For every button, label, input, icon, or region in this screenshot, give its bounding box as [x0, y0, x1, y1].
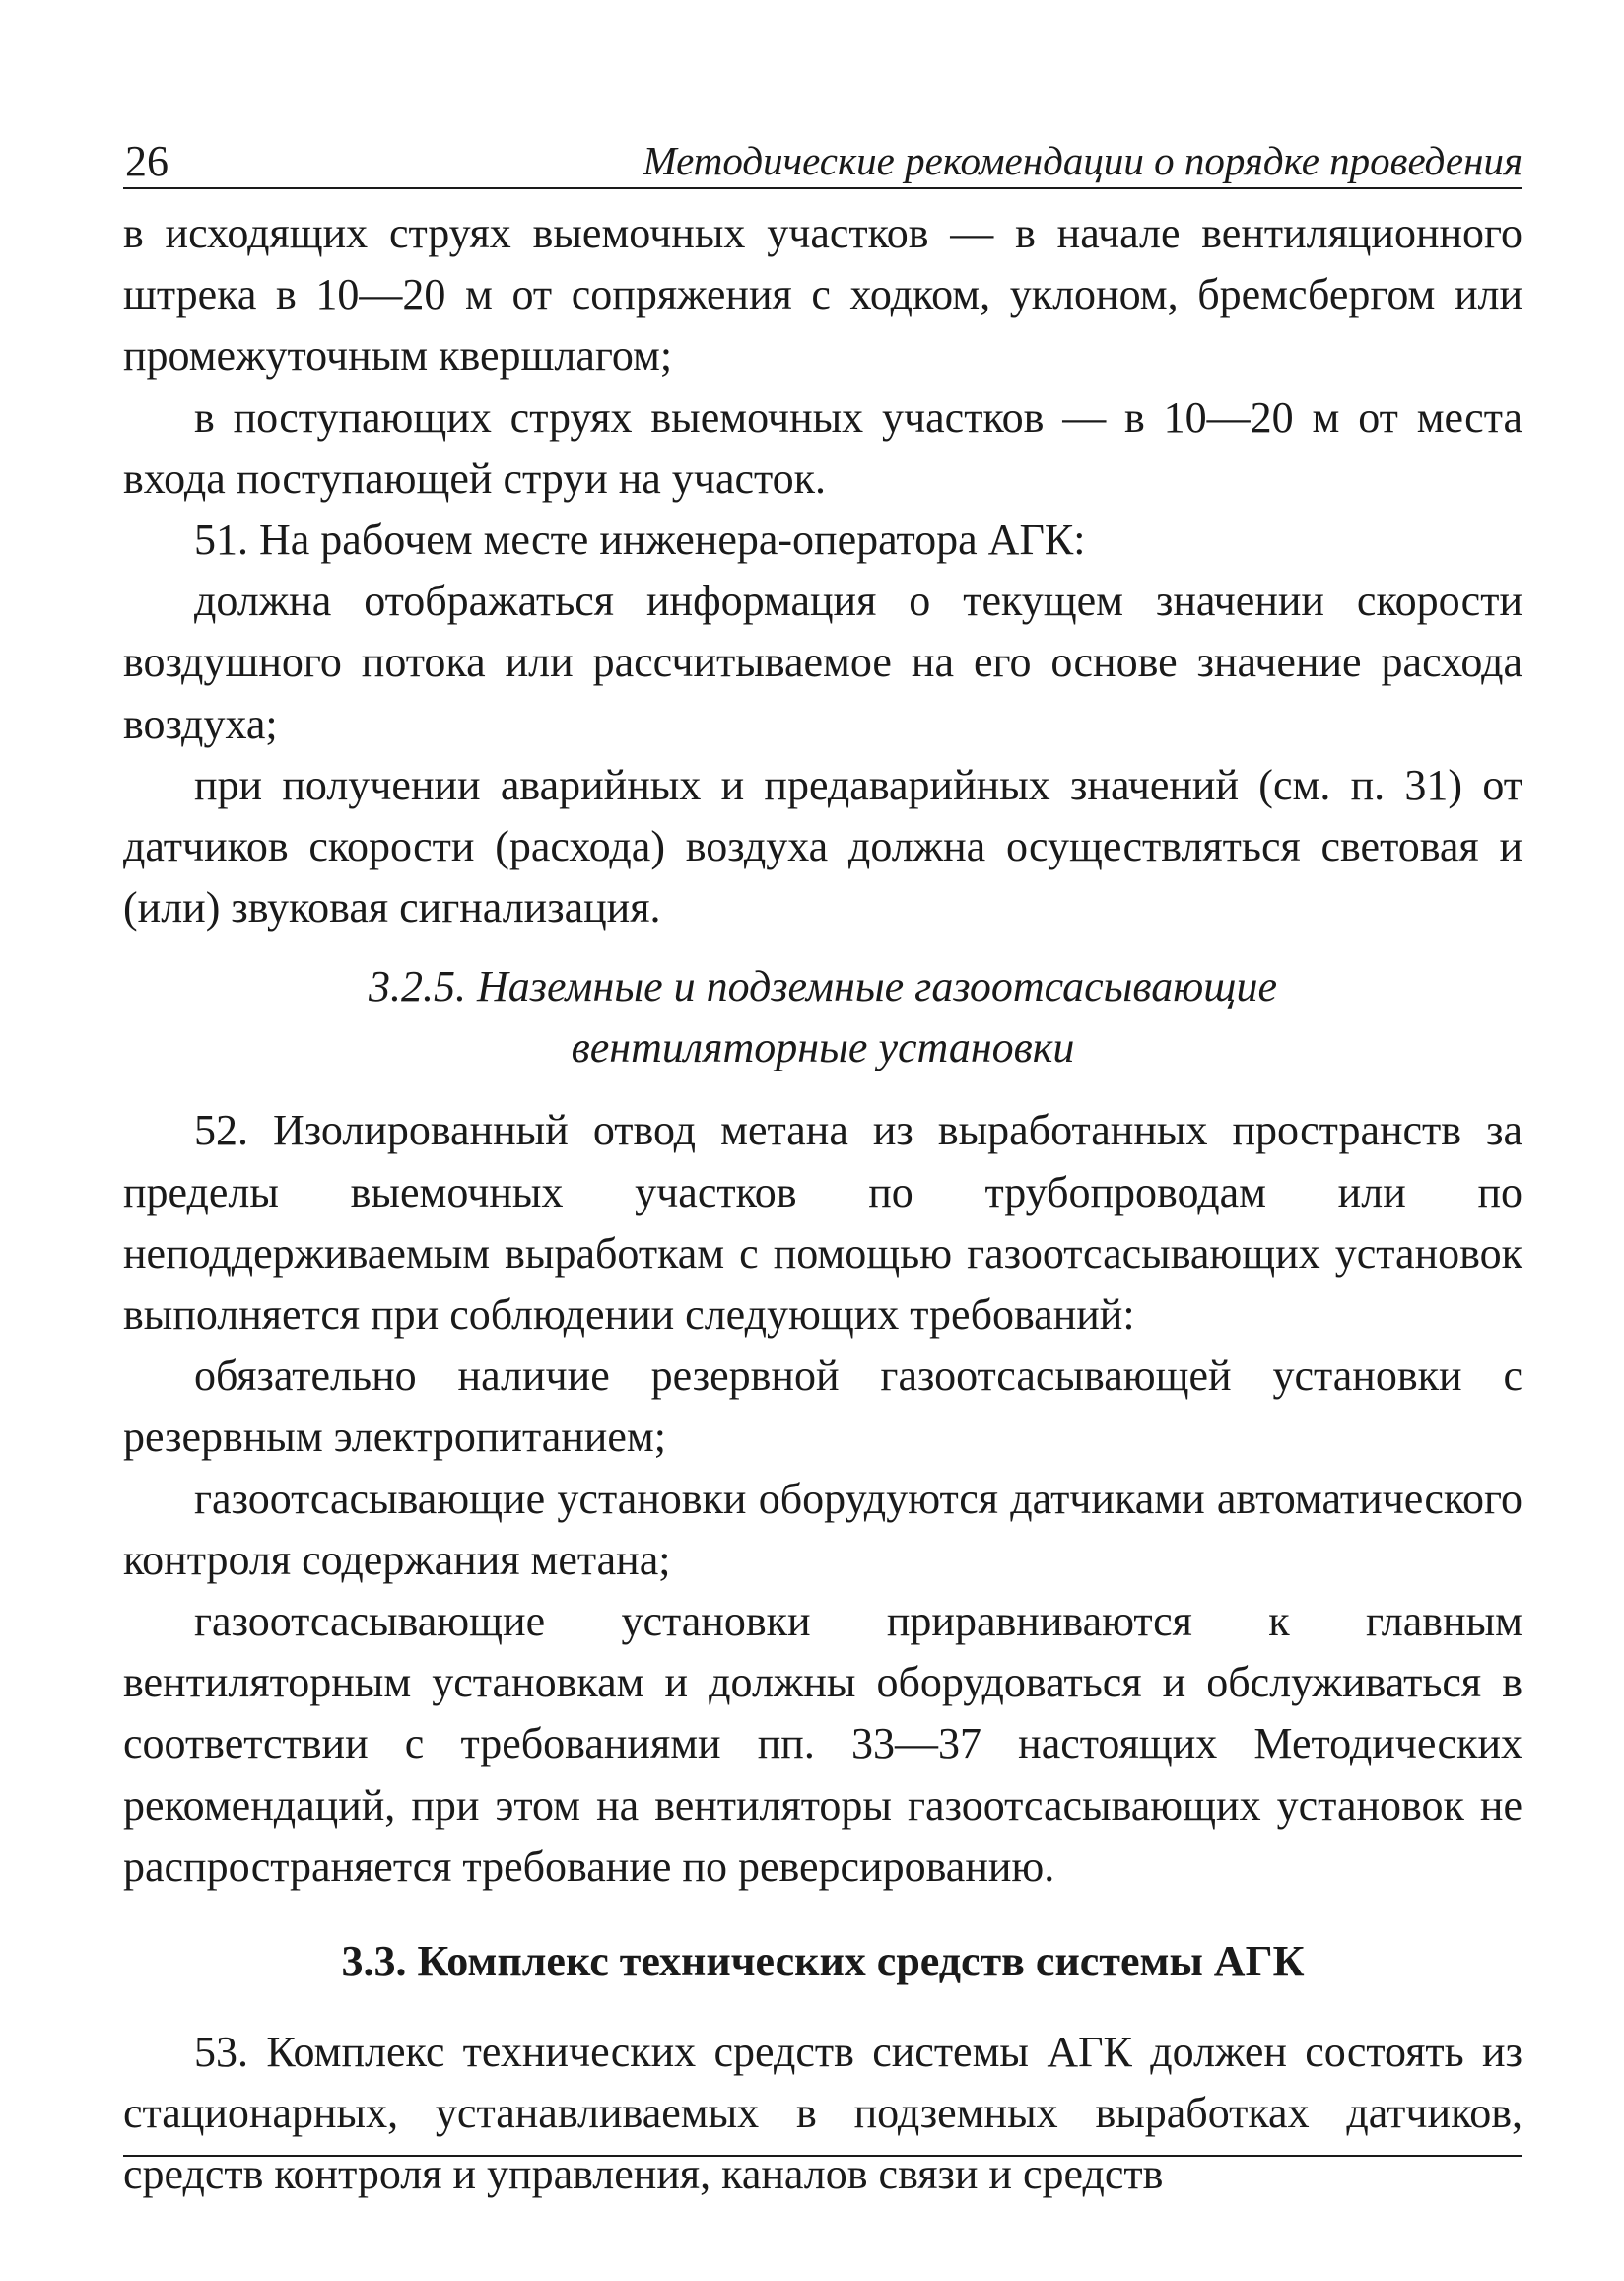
- paragraph: в поступающих струях выемочных участков — в 10—20 м от места входа поступающей струи на участок.: [123, 392, 1522, 503]
- paragraph: газоотсасывающие установки оборудуются датчиками автоматического контроля содержания метана;: [123, 1474, 1522, 1584]
- paragraph: 51. На рабочем месте инженера-оператора АГК:: [194, 516, 1086, 565]
- footer-rule: [123, 2155, 1522, 2157]
- paragraph: должна отображаться информация о текущем значении скорости воздушного потока или рассчитываемое на его основе значение расхода воздуха;: [123, 577, 1522, 748]
- page-number: 26: [125, 137, 169, 185]
- subsection-title: [123, 956, 1522, 1078]
- paragraph: в исходящих струях выемочных участков — в начале вентиляционного штрека в 10—20 м от сопряжения с ходком, уклоном, бремсбергом или промежуточным квершлагом;: [123, 209, 1522, 380]
- subsection-title-line1: 3.2.5. Наземные и подземные газоотсасывающие: [369, 962, 1277, 1011]
- paragraph: при получении аварийных и предаварийных значений (см. п. 31) от датчиков скорости (расхода) воздуха должна осуществляться световая и (или) звуковая сигнализация.: [123, 760, 1522, 933]
- section-title: 3.3. Комплекс технических средств системы АГК: [341, 1937, 1305, 1986]
- paragraph: обязательно наличие резервной газоотсасывающей установки с резервным электропитанием;: [123, 1351, 1522, 1462]
- paragraph: газоотсасывающие установки приравниваются к главным вентиляторным установкам и должны оборудоваться и обслуживаться в соответствии с требованиями пп. 33—37 настоящих Методических рекомендаций, при этом на вентиляторы газоотсасывающих установок не распространяется требование по реверсированию.: [123, 1597, 1522, 1891]
- document-page: [123, 118, 1522, 2206]
- page-body: [123, 203, 1522, 2206]
- running-title: Методические рекомендации о порядке проведения: [643, 138, 1522, 183]
- subsection-title-line2: вентиляторные установки: [571, 1023, 1075, 1072]
- paragraph: 52. Изолированный отвод метана из выработанных пространств за пределы выемочных участков по трубопроводам или по неподдерживаемым выработкам с помощью газоотсасывающих установок выполняется при соблюдении следующих требований:: [123, 1106, 1522, 1340]
- page-header: [123, 118, 1522, 189]
- paragraph: 53. Комплекс технических средств системы АГК должен состоять из стационарных, устанавливаемых в подземных выработках датчиков, средств контроля и управления, каналов связи и средств: [123, 2028, 1522, 2199]
